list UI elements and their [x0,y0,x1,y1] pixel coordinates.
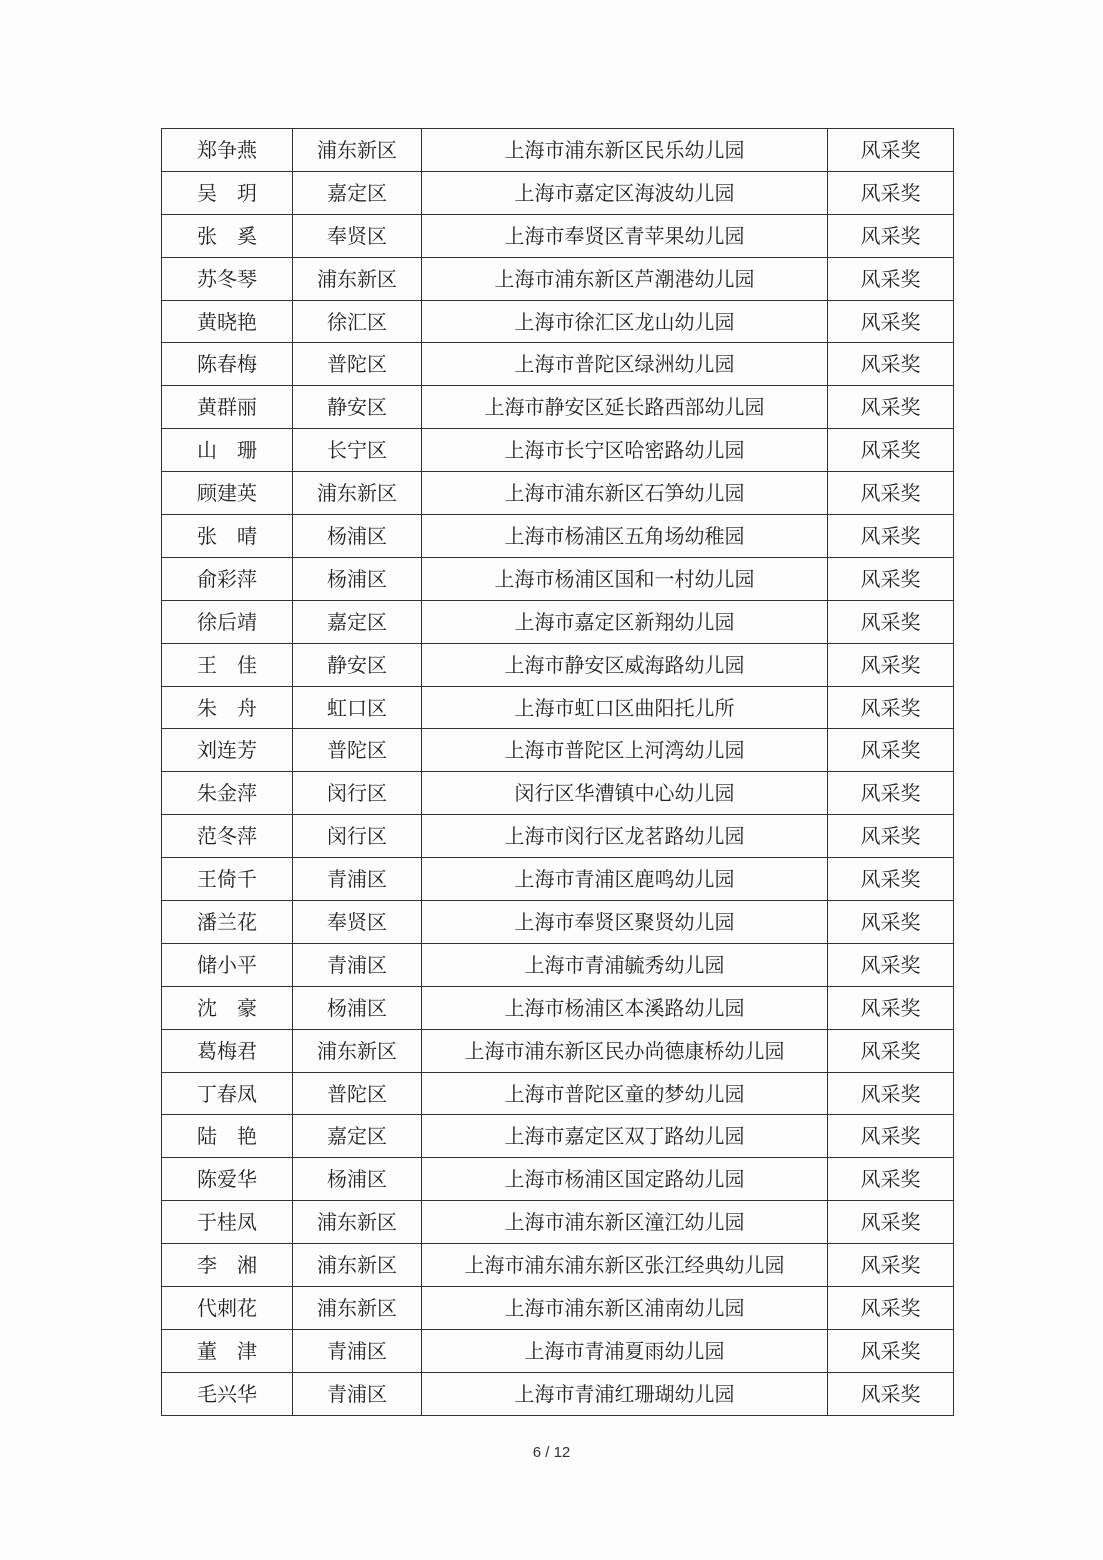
award-cell: 风采奖 [828,686,954,729]
district-cell: 浦东新区 [293,1201,422,1244]
school-cell: 上海市浦东新区石笋幼儿园 [422,472,828,515]
district-cell: 嘉定区 [293,171,422,214]
district-cell: 浦东新区 [293,129,422,172]
school-cell: 上海市普陀区上河湾幼儿园 [422,729,828,772]
school-cell: 上海市奉贤区青苹果幼儿园 [422,214,828,257]
table-row [162,515,954,558]
name-cell: 刘连芳 [162,729,293,772]
district-cell: 虹口区 [293,686,422,729]
district-cell: 长宁区 [293,429,422,472]
district-cell: 普陀区 [293,343,422,386]
district-cell: 杨浦区 [293,986,422,1029]
school-cell: 上海市徐汇区龙山幼儿园 [422,300,828,343]
district-cell: 浦东新区 [293,472,422,515]
district-cell: 杨浦区 [293,1158,422,1201]
district-cell: 静安区 [293,386,422,429]
school-cell: 上海市普陀区绿洲幼儿园 [422,343,828,386]
school-cell: 上海市虹口区曲阳托儿所 [422,686,828,729]
award-cell: 风采奖 [828,600,954,643]
name-cell: 张 奚 [162,214,293,257]
award-cell: 风采奖 [828,343,954,386]
table-row [162,1158,954,1201]
district-cell: 浦东新区 [293,1287,422,1330]
name-cell: 朱 舟 [162,686,293,729]
name-cell: 代刺花 [162,1287,293,1330]
district-cell: 闵行区 [293,815,422,858]
school-cell: 上海市杨浦区国和一村幼儿园 [422,557,828,600]
award-cell: 风采奖 [828,1115,954,1158]
table-row [162,257,954,300]
district-cell: 奉贤区 [293,214,422,257]
school-cell: 上海市嘉定区海波幼儿园 [422,171,828,214]
name-cell: 黄晓艳 [162,300,293,343]
district-cell: 徐汇区 [293,300,422,343]
school-cell: 上海市嘉定区新翔幼儿园 [422,600,828,643]
award-cell: 风采奖 [828,815,954,858]
school-cell: 上海市浦东新区潼江幼儿园 [422,1201,828,1244]
award-cell: 风采奖 [828,1287,954,1330]
name-cell: 吴 玥 [162,171,293,214]
school-cell: 上海市浦东新区民办尚德康桥幼儿园 [422,1029,828,1072]
award-cell: 风采奖 [828,986,954,1029]
name-cell: 徐后靖 [162,600,293,643]
school-cell: 上海市浦东新区浦南幼儿园 [422,1287,828,1330]
name-cell: 范冬萍 [162,815,293,858]
name-cell: 毛兴华 [162,1372,293,1415]
table-row [162,1372,954,1415]
name-cell: 顾建英 [162,472,293,515]
award-cell: 风采奖 [828,557,954,600]
school-cell: 上海市浦东新区民乐幼儿园 [422,129,828,172]
name-cell: 王 佳 [162,643,293,686]
district-cell: 青浦区 [293,858,422,901]
award-cell: 风采奖 [828,300,954,343]
table-row [162,386,954,429]
school-cell: 上海市静安区延长路西部幼儿园 [422,386,828,429]
table-row [162,986,954,1029]
table-row [162,214,954,257]
award-cell: 风采奖 [828,1372,954,1415]
district-cell: 青浦区 [293,1372,422,1415]
school-cell: 上海市嘉定区双丁路幼儿园 [422,1115,828,1158]
name-cell: 张 晴 [162,515,293,558]
name-cell: 郑争燕 [162,129,293,172]
name-cell: 黄群丽 [162,386,293,429]
table-row [162,129,954,172]
award-cell: 风采奖 [828,1072,954,1115]
school-cell: 上海市奉贤区聚贤幼儿园 [422,901,828,944]
name-cell: 俞彩萍 [162,557,293,600]
school-cell: 上海市浦东浦东新区张江经典幼儿园 [422,1244,828,1287]
table-row [162,858,954,901]
award-cell: 风采奖 [828,472,954,515]
award-cell: 风采奖 [828,901,954,944]
school-cell: 上海市杨浦区国定路幼儿园 [422,1158,828,1201]
school-cell: 上海市青浦红珊瑚幼儿园 [422,1372,828,1415]
district-cell: 青浦区 [293,943,422,986]
district-cell: 嘉定区 [293,600,422,643]
table-row [162,1201,954,1244]
award-cell: 风采奖 [828,858,954,901]
award-cell: 风采奖 [828,129,954,172]
table-row [162,1029,954,1072]
table-row [162,772,954,815]
school-cell: 上海市杨浦区本溪路幼儿园 [422,986,828,1029]
school-cell: 上海市普陀区童的梦幼儿园 [422,1072,828,1115]
table-row [162,1329,954,1372]
district-cell: 奉贤区 [293,901,422,944]
award-cell: 风采奖 [828,1244,954,1287]
award-cell: 风采奖 [828,386,954,429]
award-cell: 风采奖 [828,1029,954,1072]
name-cell: 葛梅君 [162,1029,293,1072]
school-cell: 闵行区华漕镇中心幼儿园 [422,772,828,815]
table-row [162,1244,954,1287]
name-cell: 苏冬琴 [162,257,293,300]
name-cell: 山 珊 [162,429,293,472]
district-cell: 浦东新区 [293,1244,422,1287]
table-row [162,729,954,772]
district-cell: 普陀区 [293,1072,422,1115]
district-cell: 闵行区 [293,772,422,815]
name-cell: 陈爱华 [162,1158,293,1201]
table-row [162,643,954,686]
name-cell: 沈 豪 [162,986,293,1029]
table-row [162,901,954,944]
award-cell: 风采奖 [828,171,954,214]
name-cell: 王倚千 [162,858,293,901]
award-cell: 风采奖 [828,772,954,815]
name-cell: 李 湘 [162,1244,293,1287]
school-cell: 上海市青浦夏雨幼儿园 [422,1329,828,1372]
name-cell: 储小平 [162,943,293,986]
district-cell: 青浦区 [293,1329,422,1372]
table-row [162,943,954,986]
name-cell: 陆 艳 [162,1115,293,1158]
table-row [162,600,954,643]
district-cell: 浦东新区 [293,257,422,300]
district-cell: 杨浦区 [293,557,422,600]
district-cell: 静安区 [293,643,422,686]
award-cell: 风采奖 [828,943,954,986]
table-row [162,557,954,600]
school-cell: 上海市青浦区鹿鸣幼儿园 [422,858,828,901]
table-row [162,1287,954,1330]
name-cell: 董 津 [162,1329,293,1372]
district-cell: 嘉定区 [293,1115,422,1158]
district-cell: 浦东新区 [293,1029,422,1072]
district-cell: 普陀区 [293,729,422,772]
award-cell: 风采奖 [828,1329,954,1372]
district-cell: 杨浦区 [293,515,422,558]
table-row [162,343,954,386]
award-cell: 风采奖 [828,515,954,558]
name-cell: 潘兰花 [162,901,293,944]
name-cell: 陈春梅 [162,343,293,386]
school-cell: 上海市杨浦区五角场幼稚园 [422,515,828,558]
table-row [162,686,954,729]
page-number: 6 / 12 [532,1444,571,1461]
award-cell: 风采奖 [828,429,954,472]
table-row [162,300,954,343]
table-row [162,815,954,858]
award-cell: 风采奖 [828,214,954,257]
name-cell: 丁春凤 [162,1072,293,1115]
school-cell: 上海市静安区威海路幼儿园 [422,643,828,686]
school-cell: 上海市青浦毓秀幼儿园 [422,943,828,986]
table-row [162,429,954,472]
table-row [162,1115,954,1158]
table-row [162,472,954,515]
award-cell: 风采奖 [828,1158,954,1201]
name-cell: 朱金萍 [162,772,293,815]
table-row [162,1072,954,1115]
award-cell: 风采奖 [828,643,954,686]
roster-body [162,129,954,1416]
school-cell: 上海市浦东新区芦潮港幼儿园 [422,257,828,300]
school-cell: 上海市闵行区龙茗路幼儿园 [422,815,828,858]
school-cell: 上海市长宁区哈密路幼儿园 [422,429,828,472]
award-cell: 风采奖 [828,729,954,772]
table-row [162,171,954,214]
name-cell: 于桂凤 [162,1201,293,1244]
award-cell: 风采奖 [828,1201,954,1244]
award-roster-table [161,128,954,1416]
award-cell: 风采奖 [828,257,954,300]
